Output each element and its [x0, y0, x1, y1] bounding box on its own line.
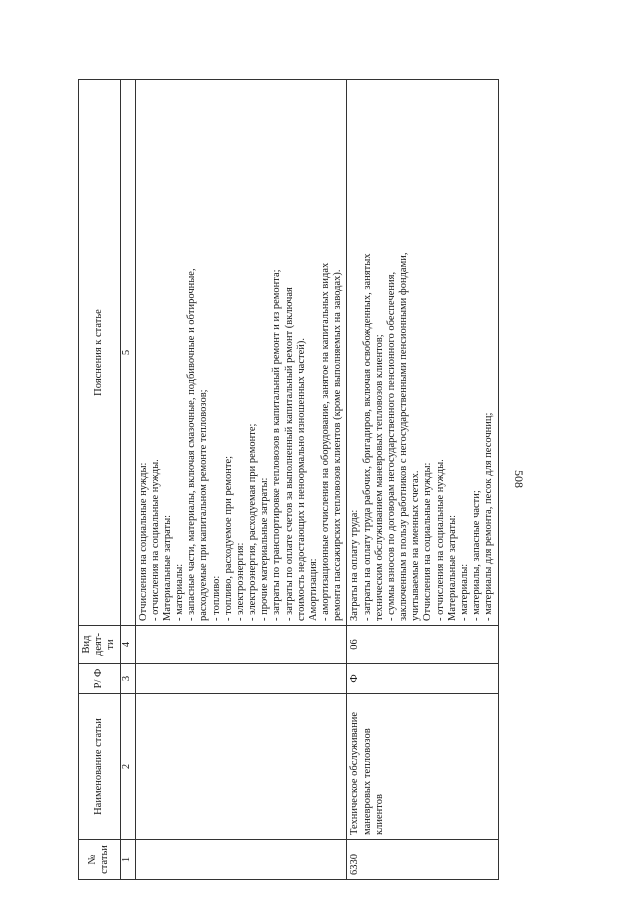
- explanation-line: - суммы взносов по договорам негосударственного пенсионного обеспечения,: [385, 271, 397, 621]
- explanation-line: - топливо:: [210, 575, 222, 621]
- header-rf: Р/ Ф: [79, 664, 121, 694]
- explanation-line: Материальные затраты:: [446, 514, 458, 621]
- item-rf: Ф: [347, 664, 498, 694]
- explanation-line: учитываемые на именных счетах.: [410, 470, 422, 621]
- explanation-line: - электроэнергия, расходуемая при ремонте;: [247, 423, 259, 621]
- explanation-line: - запасные части, материалы, включая смазочные, подбивочные и обтирочные,: [186, 268, 198, 621]
- explanation-line: техническим обслуживанием маневровых тепловозов клиентов;: [373, 334, 385, 621]
- column-number: 1: [120, 840, 135, 880]
- explanation-line: - отчисления на социальные нужды.: [149, 459, 161, 621]
- explanation-line: Отчисления на социальные нужды:: [422, 462, 434, 621]
- explanation-line: Материальные затраты:: [161, 514, 173, 621]
- table-row: [135, 80, 347, 880]
- column-number: 3: [120, 664, 135, 694]
- item-activity-type: [135, 626, 347, 664]
- item-explanation: [347, 80, 498, 626]
- header-explanation: Пояснения к статье: [79, 80, 121, 626]
- item-name: Техническое обслуживание маневровых тепловозов клиентов: [347, 694, 498, 840]
- explanation-line: - отчисления на социальные нужды.: [434, 459, 446, 621]
- explanation-line: - затраты по оплате счетов за выполненный капитальный ремонт (включая: [283, 287, 295, 621]
- column-number: 4: [120, 626, 135, 664]
- column-number: 5: [120, 80, 135, 626]
- explanation-line: Отчисления на социальные нужды:: [137, 462, 149, 621]
- cost-items-table: [78, 79, 499, 880]
- explanation-line: - амортизационные отчисления на оборудование, занятое на капитальных видах: [320, 262, 332, 621]
- explanation-line: ремонта пассажирских тепловозов клиентов (кроме выполняемых на заводах).: [332, 269, 344, 621]
- explanation-line: - электроэнергия:: [234, 542, 246, 621]
- document-table-wrapper: [78, 80, 495, 880]
- explanation-line: - затраты на оплату труда рабочих, бригадиров, включая освобожденных, занятых: [361, 253, 373, 621]
- item-rf: [135, 664, 347, 694]
- column-number: 2: [120, 694, 135, 840]
- item-code: [135, 840, 347, 880]
- page-number: 508: [512, 470, 526, 488]
- item-explanation: [135, 80, 347, 626]
- explanation-line: - материалы:: [174, 563, 186, 621]
- explanation-line: стоимость недостающих и неноормально изношенных частей).: [295, 338, 307, 621]
- item-name: [135, 694, 347, 840]
- column-number-row: [120, 80, 135, 880]
- table-header-row: [79, 80, 121, 880]
- header-item-number: № статьи: [79, 840, 121, 880]
- explanation-line: заключенным в пользу работников с негосударственными пенсионными фондами,: [398, 252, 410, 621]
- explanation-line: - материалы, запасные части;: [471, 490, 483, 621]
- explanation-line: - прочие материальные затраты:: [259, 477, 271, 621]
- explanation-line: - материалы:: [458, 563, 470, 621]
- table-row: [347, 80, 498, 880]
- explanation-line: - затраты по транспортировке тепловозов в капитальный ремонт и из ремонта;: [271, 269, 283, 621]
- explanation-line: Затраты на оплату труда:: [349, 509, 361, 621]
- explanation-line: Амортизация:: [307, 558, 319, 621]
- explanation-line: - топливо, расходуемое при ремонте;: [222, 455, 234, 621]
- header-item-name: Наименование статьи: [79, 694, 121, 840]
- header-activity-type: Вид деят-ти: [79, 626, 121, 664]
- explanation-line: расходуемые при капитальном ремонте тепловозов;: [198, 389, 210, 621]
- explanation-line: - материалы для ремонта, песок для песочниц;: [483, 412, 495, 621]
- item-code: 6330: [347, 840, 498, 880]
- item-activity-type: 06: [347, 626, 498, 664]
